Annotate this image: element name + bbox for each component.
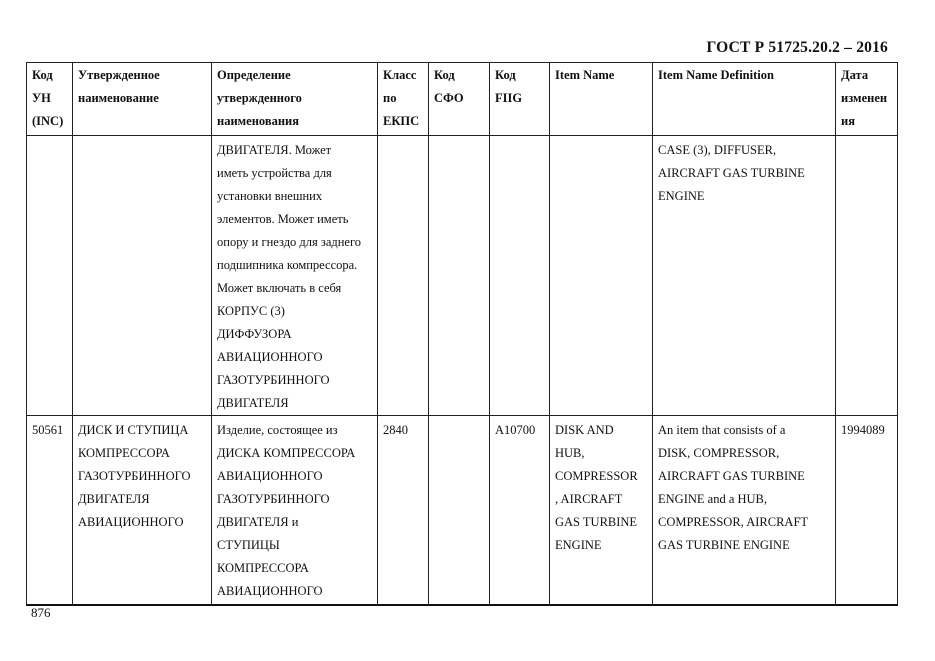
- cell-text-line: иметь устройства для: [217, 166, 332, 180]
- cell-text-line: HUB,: [555, 446, 585, 460]
- header-item-name-definition: Item Name Definition: [653, 63, 836, 136]
- cell-text-line: ENGINE: [555, 538, 602, 552]
- cell-text-line: СТУПИЦЫ: [217, 538, 280, 552]
- table-header-row: [27, 63, 898, 136]
- cell-item-name-definition: [653, 416, 836, 605]
- cell-text-line: ДИФФУЗОРА: [217, 327, 292, 341]
- cell-sfo: [429, 416, 490, 605]
- cell-text-line: CASE (3), DIFFUSER,: [658, 143, 777, 157]
- cell-text-line: КОРПУС (3): [217, 304, 285, 318]
- cell-text-line: опору и гнездо для заднего: [217, 235, 362, 249]
- cell-text-line: ДВИГАТЕЛЯ: [217, 396, 289, 410]
- cell-text-line: АВИАЦИОННОГО: [217, 584, 323, 598]
- header-fiig: Код FIIG: [490, 63, 550, 136]
- cell-text-line: элементов. Может иметь: [217, 212, 349, 226]
- cell-text-line: DISK AND: [555, 423, 614, 437]
- header-definition: Определение утвержденного наименования: [212, 63, 378, 136]
- cell-sfo: [429, 136, 490, 416]
- cell-class: 2840: [378, 416, 429, 605]
- cell-text-line: GAS TURBINE: [555, 515, 638, 529]
- cell-item-name-definition: [653, 136, 836, 416]
- cell-date: [836, 136, 898, 416]
- cell-text-line: КОМПРЕССОРА: [78, 446, 170, 460]
- cell-text-line: COMPRESSOR: [555, 469, 638, 483]
- cell-text-line: DISK, COMPRESSOR,: [658, 446, 780, 460]
- cell-text-line: Может включать в себя: [217, 281, 342, 295]
- cell-class: [378, 136, 429, 416]
- cell-code: [27, 136, 73, 416]
- cell-approved-name: [73, 136, 212, 416]
- cell-item-name: [550, 136, 653, 416]
- cell-text-line: AIRCRAFT GAS TURBINE: [658, 469, 805, 483]
- catalog-table: [26, 62, 898, 606]
- table-row: [27, 416, 898, 605]
- cell-text-line: ENGINE: [658, 189, 705, 203]
- cell-text-line: AIRCRAFT GAS TURBINE: [658, 166, 805, 180]
- cell-definition: [212, 416, 378, 605]
- cell-text-line: ДИСК И СТУПИЦА: [78, 423, 189, 437]
- header-sfo: Код СФО: [429, 63, 490, 136]
- cell-text-line: ДВИГАТЕЛЯ: [78, 492, 150, 506]
- cell-text-line: COMPRESSOR, AIRCRAFT: [658, 515, 809, 529]
- cell-text-line: GAS TURBINE ENGINE: [658, 538, 790, 552]
- document-code: ГОСТ Р 51725.20.2 – 2016: [706, 39, 888, 56]
- cell-fiig: A10700: [490, 416, 550, 605]
- cell-text-line: Изделие, состоящее из: [217, 423, 338, 437]
- cell-date: 1994089: [836, 416, 898, 605]
- page-number: 876: [31, 605, 51, 620]
- header-class: Класс по ЕКПС: [378, 63, 429, 136]
- header-date: Дата изменен ия: [836, 63, 898, 136]
- table-row: [27, 136, 898, 416]
- cell-text-line: установки внешних: [217, 189, 323, 203]
- cell-code: 50561: [27, 416, 73, 605]
- cell-text-line: An item that consists of a: [658, 423, 786, 437]
- cell-text-line: АВИАЦИОННОГО: [217, 350, 323, 364]
- cell-text-line: , AIRCRAFT: [555, 492, 623, 506]
- cell-fiig: [490, 136, 550, 416]
- cell-text-line: АВИАЦИОННОГО: [78, 515, 184, 529]
- cell-text-line: КОМПРЕССОРА: [217, 561, 309, 575]
- cell-text-line: ДВИГАТЕЛЯ и: [217, 515, 299, 529]
- cell-approved-name: [73, 416, 212, 605]
- cell-text-line: подшипника компрессора.: [217, 258, 358, 272]
- cell-text-line: ГАЗОТУРБИННОГО: [217, 492, 330, 506]
- cell-text-line: ДИСКА КОМПРЕССОРА: [217, 446, 356, 460]
- cell-text-line: АВИАЦИОННОГО: [217, 469, 323, 483]
- cell-text-line: ДВИГАТЕЛЯ. Может: [217, 143, 332, 157]
- cell-text-line: ENGINE and a HUB,: [658, 492, 768, 506]
- cell-definition: [212, 136, 378, 416]
- cell-item-name: [550, 416, 653, 605]
- cell-text-line: ГАЗОТУРБИННОГО: [217, 373, 330, 387]
- cell-text-line: ГАЗОТУРБИННОГО: [78, 469, 191, 483]
- header-item-name: Item Name: [550, 63, 653, 136]
- header-approved-name: Утвержденное наименование: [73, 63, 212, 136]
- header-code: Код УН (INC): [27, 63, 73, 136]
